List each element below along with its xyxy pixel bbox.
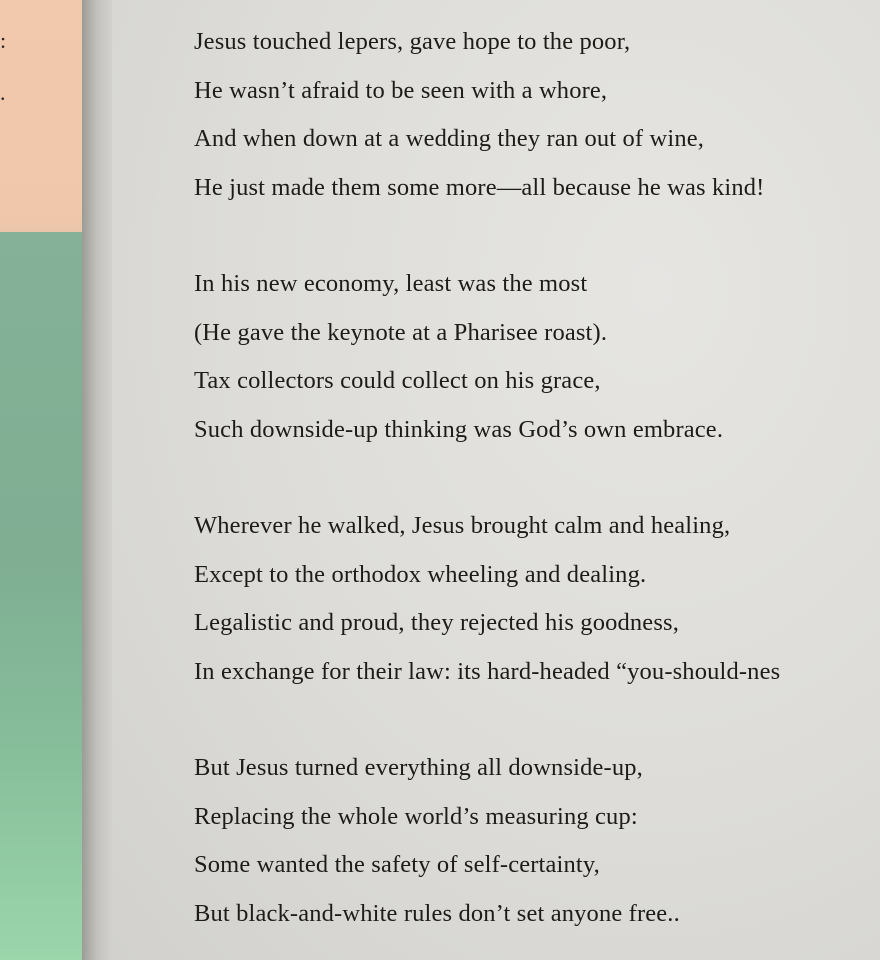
poem-line: He just made them some more—all because he was kind! (194, 173, 765, 201)
poem-line: In his new economy, least was the most (194, 270, 588, 297)
left-facing-page (0, 0, 86, 960)
poem-line: He wasn’t afraid to be seen with a whore, (194, 76, 608, 104)
poem-line: Some wanted the safety of self-certainty, (194, 851, 600, 878)
stanza-4 (194, 744, 880, 938)
poem (194, 18, 880, 960)
poem-line: (He gave the keynote at a Pharisee roast). (194, 318, 608, 346)
poem-line: Replacing the whole world’s measuring cup: (194, 802, 638, 830)
right-page (112, 0, 880, 960)
poem-line: Wherever he walked, Jesus brought calm and healing, (194, 512, 731, 539)
green-illustration-block (0, 232, 86, 960)
poem-line: And when down at a wedding they ran out of wine, (194, 125, 705, 152)
stanza-2 (194, 260, 880, 454)
poem-line: Tax collectors could collect on his grace, (194, 367, 601, 394)
poem-line: But Jesus turned everything all downside-up, (194, 754, 643, 781)
left-page-edge-text-1: : (0, 28, 7, 53)
poem-line: Legalistic and proud, they rejected his goodness, (194, 609, 679, 636)
book-gutter (82, 0, 116, 960)
stanza-1 (194, 18, 880, 212)
poem-line: In exchange for their law: its hard-headed “you-should-nes (194, 657, 781, 685)
poem-line: Except to the orthodox wheeling and dealing. (194, 560, 647, 588)
left-page-edge-text-2: . (0, 80, 6, 105)
poem-line: But black-and-white rules don’t set anyone free.. (194, 899, 680, 927)
poem-line: Such downside-up thinking was God’s own embrace. (194, 415, 724, 443)
poem-line: Jesus touched lepers, gave hope to the poor, (194, 28, 631, 55)
stanza-3 (194, 502, 880, 696)
